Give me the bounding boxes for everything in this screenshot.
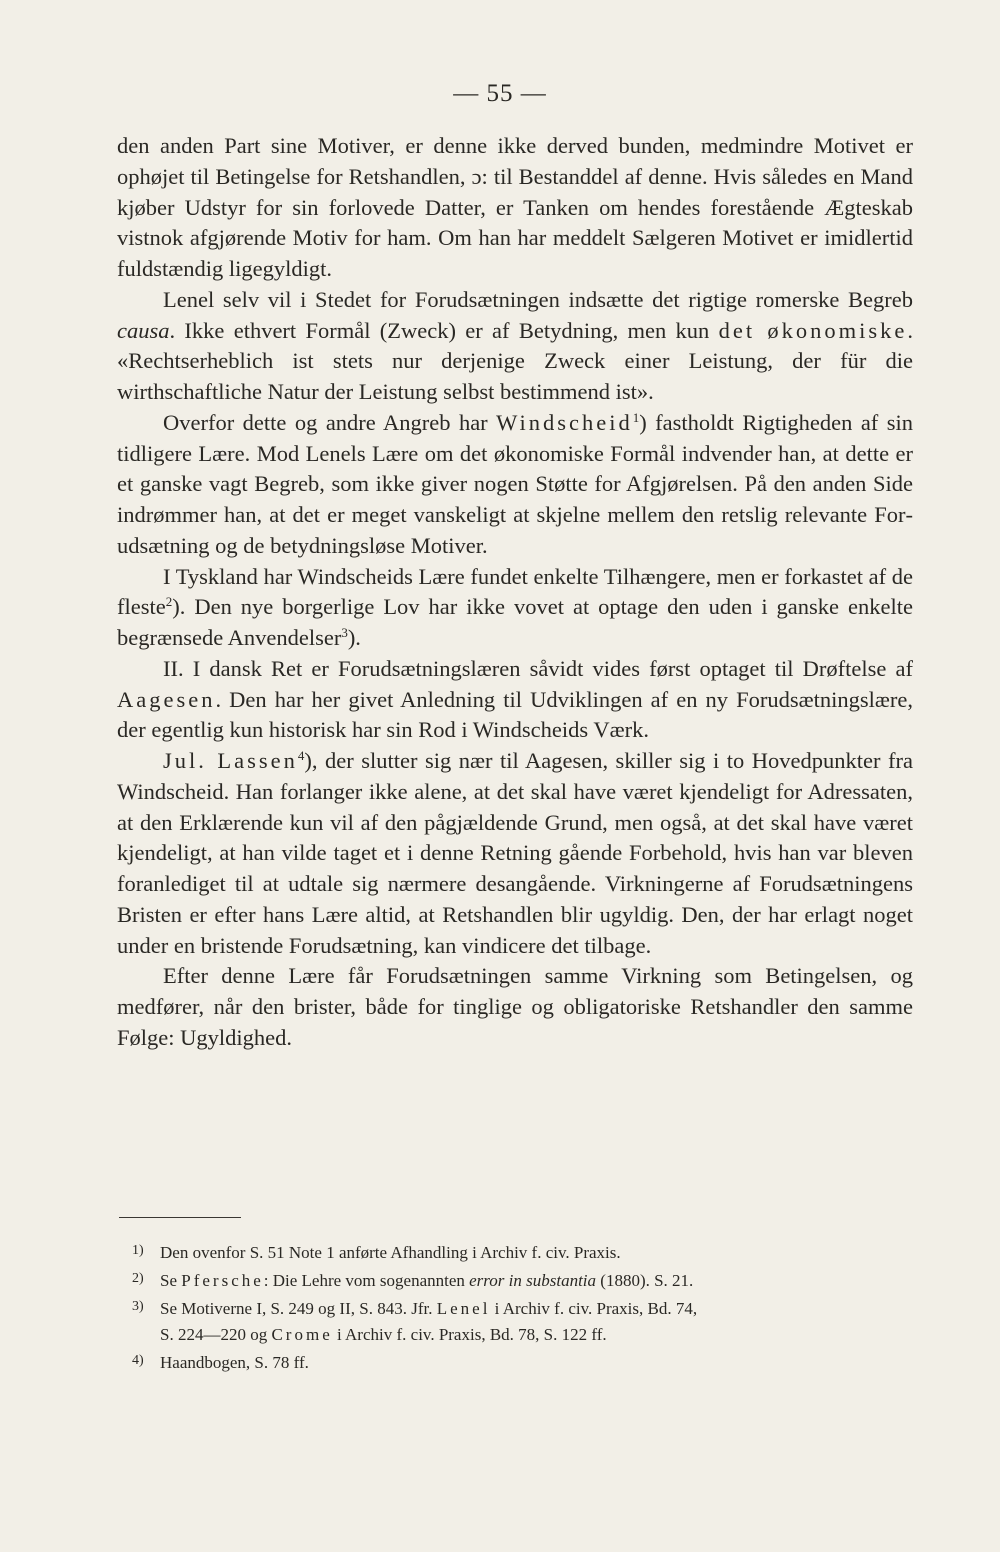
paragraph-3: Overfor dette og andre Angreb har Windscheid$^1$) fastholdt Rigtigheden af sin tidligere Lære. Mod Lenels Lære om det økonomiske Formål indvender han, at dette er et ganske vagt Begreb, som ikke giver nogen Støtte for Afgjørelsen. På den anden Side indrømmer han, at det er meget vanskeligt at skjelne mellem den retslig relevante Forudsætning og de betydningsløse Motiver. — [117, 409, 914, 558]
footnote-1: 1) Den ovenfor S. 51 Note 1 anførte Afhandling i Archiv f. civ. Praxis. — [132, 1238, 922, 1266]
footnote-2: 2) Se Pfersche: Die Lehre vom sogenannten error in substantia (1880). S. 21. — [132, 1266, 922, 1294]
okonomiske-term: det økonomiske — [718, 317, 908, 343]
paragraph-2: Lenel selv vil i Stedet for Forudsætningen indsætte det rigtige romerske Begreb causa. Ikke ethvert Formål (Zweck) er af Betydning, men kun det økonomiske. «Rechtserheblich ist stets nur derjenige Zweck einer Leistung, der für die wirthschaftliche Natur der Leistung selbst bestimmend ist». — [117, 286, 914, 404]
page-number: — 55 — — [453, 80, 547, 107]
footnote-number: 3) — [132, 1299, 144, 1314]
footnote-number: 2) — [132, 1271, 144, 1286]
footnotes — [132, 1238, 922, 1376]
paragraph-4: I Tyskland har Windscheids Lære fundet enkelte Tilhængere, men er forkastet af de fleste$^2$). Den nye borgerlige Lov har ikke vovet at optage den uden i ganske enkelte begrænsede Anvendelser$^3$). — [117, 563, 913, 650]
paragraph-7: Efter denne Lære får Forudsætningen samme Virkning som Betingelsen, og medfører, når den brister, både for tinglige og obligatoriske Retshandler den samme Følge: Ugyldighed. — [117, 963, 913, 1050]
footnote-4: 4) Haandbogen, S. 78 ff. — [132, 1348, 922, 1376]
footnote-number: 4) — [132, 1353, 144, 1368]
footnote-3-continued: S. 224—220 og Crome i Archiv f. civ. Praxis, Bd. 78, S. 122 ff. — [160, 1325, 607, 1344]
paragraph-1: den anden Part sine Motiver, er denne ikke derved bunden, medmindre Motivet er ophøjet til Betingelse for Retshandlen, ɔ: til Bestanddel af denne. Hvis således en Mand kjøber Udstyr for sin forlovede Datter, er Tanken om hendes forestående Ægteskab vistnok afgjørende Motiv for ham. Om han har meddelt Sælgeren Motivet er imidlertid fuldstændig ligegyldigt. — [117, 133, 913, 281]
footnote-ref-4: 4 — [297, 748, 305, 763]
footnote-ref-2: 2 — [165, 594, 173, 610]
body-text — [117, 131, 913, 1054]
footnote-3: 3) Se Motiverne I, S. 249 og II, S. 843. Jfr. Lenel i Archiv f. civ. Praxis, Bd. 74, — [132, 1294, 922, 1322]
windscheid-name: Windscheid — [496, 409, 633, 435]
paragraph-5: II. I dansk Ret er Forudsætningslæren såvidt vides først optaget til Drøftelse af Aagesen. Den har her givet Anledning til Udviklingen af en ny Forudsætningslære, der egentlig kun historisk har sin Rod i Windscheids Værk. — [117, 655, 913, 743]
footnote-number: 1) — [132, 1243, 144, 1258]
footnote-divider — [119, 1217, 241, 1218]
paragraph-6: Jul. Lassen$^4$), der slutter sig nær til Aagesen, skiller sig i to Hovedpunkter fra Windscheid. Han forlanger ikke alene, at det skal have været kjendeligt for Adressaten, at den Erklærende kun vil af den pågjældende Grund, men også, at det skal have været kjendeligt, at han vilde taget et i denne Retning gående Forbehold, hvis han var bleven foranlediget til at udtale sig nærmere desangående. Virkningerne af Forudsætningens Bristen er efter hans Lære altid, at Retshandlen blir ugyldig. Den, der har erlagt noget under en bristende Forudsætning, kan vindicere det tilbage. — [117, 748, 913, 958]
footnote-ref-3: 3 — [341, 625, 348, 640]
lassen-name: Jul. Lassen — [163, 748, 298, 773]
aagesen-name: Aagesen — [117, 686, 216, 712]
footnote-ref-1: 1 — [632, 409, 640, 425]
causa-term: causa — [117, 317, 170, 343]
